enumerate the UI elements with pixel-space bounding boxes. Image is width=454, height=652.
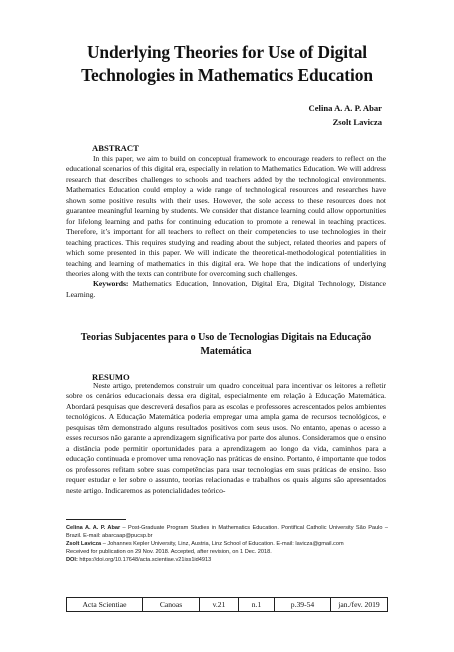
footnote-received: Received for publication on 29 Nov. 2018. Accepted, after revision, on 1 Dec. 2018. <box>66 549 272 556</box>
doi-label: DOI: <box>66 557 78 564</box>
footnote-author-2-text: – Johannes Kepler University, Linz, Austria, Linz School of Education. E-mail: lavicza@gmail.com <box>101 541 344 548</box>
journal-city: Canoas <box>143 598 200 611</box>
author-name: Zsolt Lavicza <box>332 117 382 127</box>
journal-number: n.1 <box>239 598 275 611</box>
footnote-author-2-name: Zsolt Lavicza <box>66 541 102 548</box>
author-name: Celina A. A. P. Abar <box>308 103 382 113</box>
author-list <box>309 101 382 129</box>
abstract-section <box>66 154 386 300</box>
footnotes <box>66 524 388 564</box>
resumo-section <box>66 381 386 496</box>
footnote-author-1-text: – Post-Graduate Program Studies in Mathematics Education. Pontifical Catholic University São Paulo – Brazil. E-mail: abarcaap@pucsp.br <box>66 525 388 540</box>
abstract-heading: ABSTRACT <box>92 143 139 153</box>
doi-link[interactable]: https://doi.org/10.17648/acta.scientiae.v21iss1id4913 <box>77 557 212 564</box>
abstract-text: In this paper, we aim to build on conceptual framework to encourage readers to reflect on the educational scenarios of this digital era, especially in relation to Mathematics Education. We will address research that describes challenges to schools and teachers added by the technological environments. Mathematics Education could employ a wide range of technological resources and researches have shown some positive results with their uses. However, the sole access to these resources does not guarantee meaningful learning by students. We consider that distance learning could allow opportunities for lifelong learning and paths for continuing education to promote a renewal in teaching practices. Therefore, it’s important for all teachers to reflect on their competencies to use technologies in their teaching practices. This requires studying and reading about the subject, related theories and papers of which some presented in this paper. We will indicate the theoretical-methodological potentialities in teaching and learning of mathematics in this digital era. We hope that the indications of underlying theories along with the texts can contribute for overcoming such challenges. <box>66 154 386 278</box>
journal-pages: p.39-54 <box>275 598 331 611</box>
portuguese-title: Teorias Subjacentes para o Uso de Tecnologias Digitais na Educação Matemática <box>80 332 372 357</box>
footnote-author-2 <box>66 540 388 548</box>
article-title: Underlying Theories for Use of Digital Technologies in Mathematics Education <box>81 42 373 85</box>
resumo-text: Neste artigo, pretendemos construir um quadro conceitual para incentivar os leitores a refletir sobre os cenários educacionais dessa era digital, especialmente em relação à Educação Matemática. Abordará pesquisas que descreverá desafios para as escolas e professores acrescentados pelos ambientes tecnológicos. A Educação Matemática poderia empregar uma ampla gama de recursos tecnológicos, e pesquisas têm demonstrado alguns resultados positivos com seus usos. No entanto, apenas o acesso a esses recursos não garante a aprendizagem significativa por parte dos alunos. Consideramos que o ensino a distância pode permitir oportunidades para a aprendizagem ao longo da vida, caminhos para a educação continuada e promover uma renovação nas práticas de ensino. Portanto, é importante que todos os professores refitam sobre suas competências para usar tecnologias em suas práticas de ensino. Isso requer estudar e ler sobre o assunto, teorias relacionadas e trabalhos os quais alguns são apresentados neste artigo. Indicaremos as potencialidades teórico- <box>66 381 386 495</box>
keywords-text: Mathematics Education, Innovation, Digital Era, Digital Technology, Distance Learning. <box>66 279 387 299</box>
journal-info-bar <box>66 597 388 612</box>
journal-name: Acta Scientiae <box>67 598 143 611</box>
footnote-divider <box>66 519 126 520</box>
keywords-line <box>66 279 386 300</box>
footnote-author-1 <box>66 524 388 540</box>
resumo-heading: RESUMO <box>92 372 130 382</box>
footnote-author-1-name: Celina A. A. P. Abar <box>66 525 121 531</box>
keywords-label: Keywords: <box>93 279 129 289</box>
footnote-doi <box>66 556 388 564</box>
journal-date: jan./fev. 2019 <box>338 600 380 609</box>
journal-volume: v.21 <box>200 598 239 611</box>
